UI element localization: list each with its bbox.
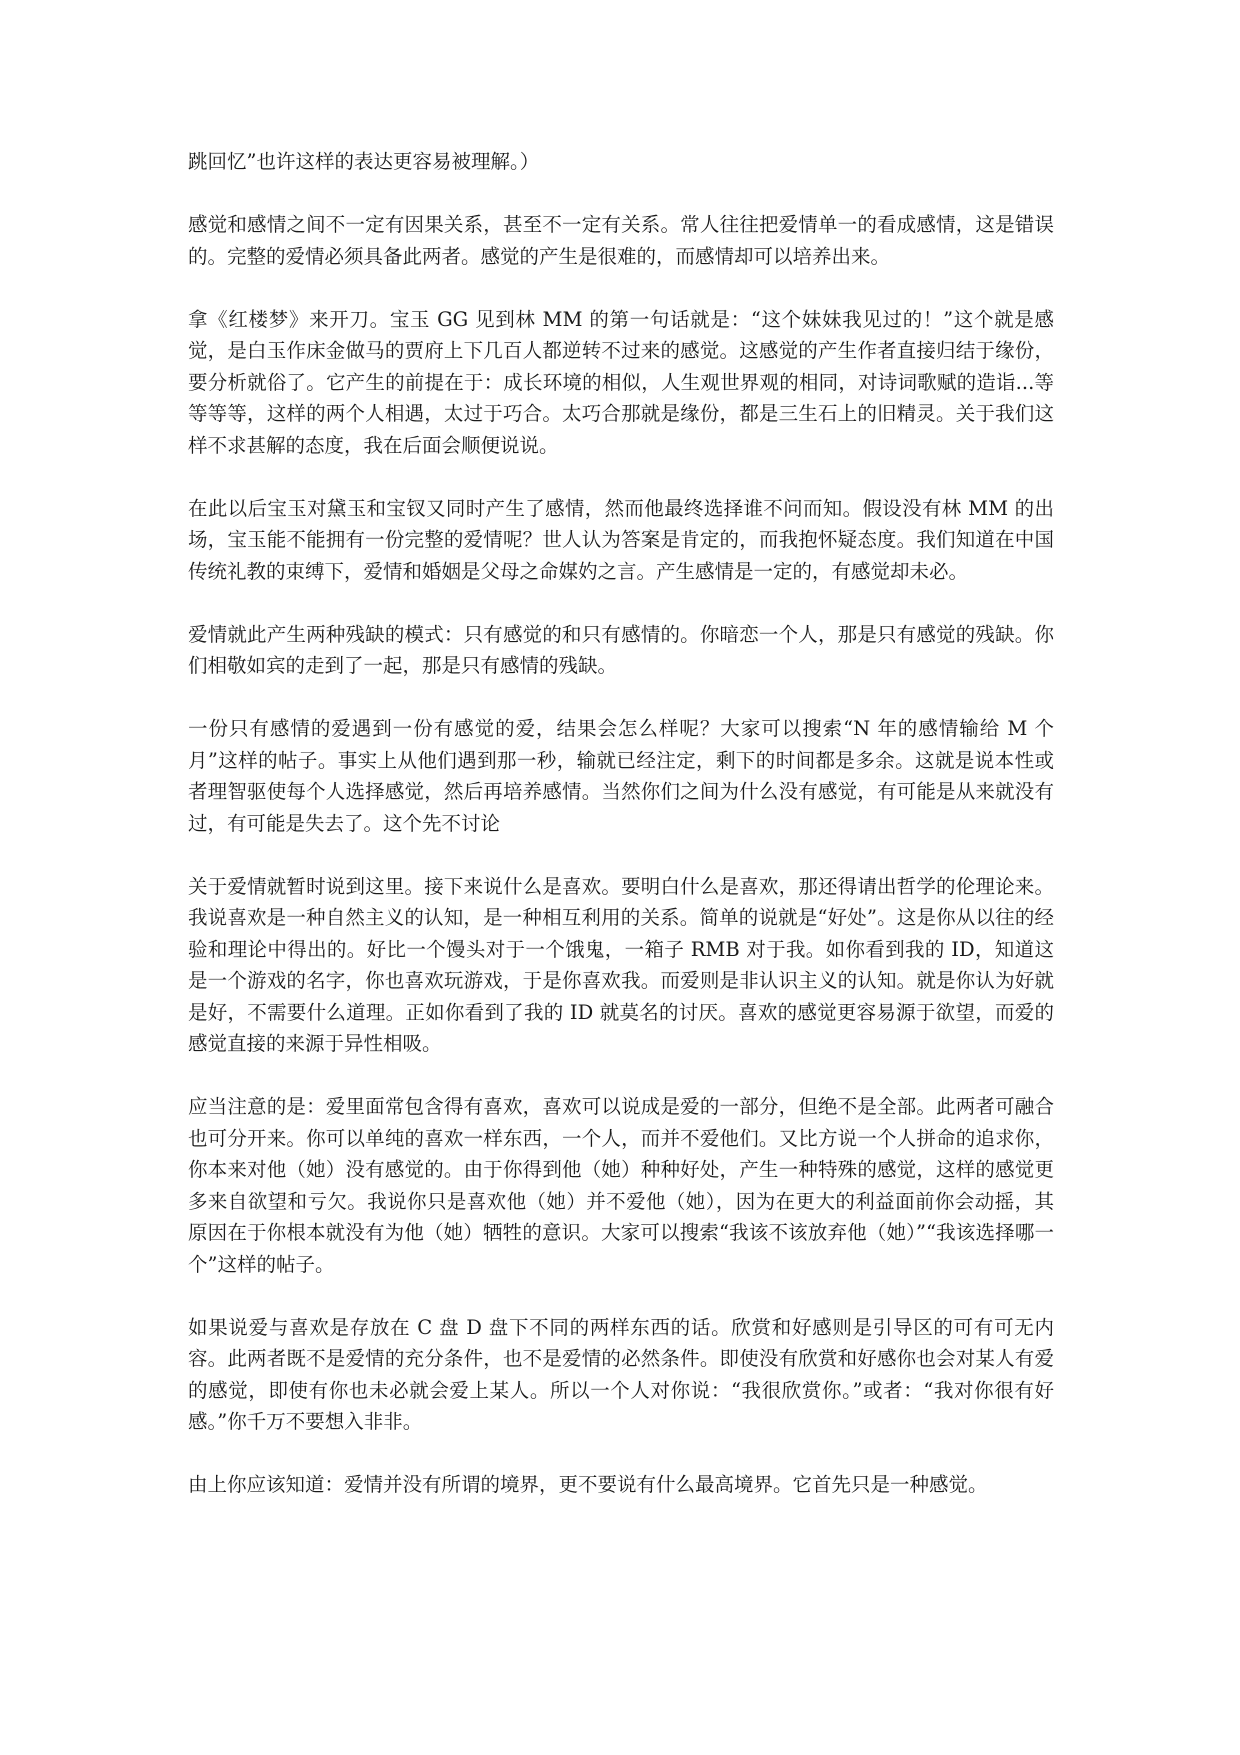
paragraph: 关于爱情就暂时说到这里。接下来说什么是喜欢。要明白什么是喜欢，那还得请出哲学的伦理论来。我说喜欢是一种自然主义的认知，是一种相互利用的关系。简单的说就是“好处”。这是你从以往的经验和理论中得出的。好比一个馒头对于一个饿鬼，一箱子 RMB 对于我。如你看到我的 ID，知道这是一个游戏的名字，你也喜欢玩游戏，于是你喜欢我。而爱则是非认识主义的认知。就是你认为好就是好，不需要什么道理。正如你看到了我的 ID 就莫名的讨厌。喜欢的感觉更容易源于欲望，而爱的感觉直接的来源于异性相吸。 — [188, 874, 1054, 1055]
paragraph: 一份只有感情的爱遇到一份有感觉的爱，结果会怎么样呢？大家可以搜索“N 年的感情输给 M 个月”这样的帖子。事实上从他们遇到那一秒，输就已经注定，剩下的时间都是多余。这就是说本性或者理智驱使每个人选择感觉，然后再培养感情。当然你们之间为什么没有感觉，有可能是从来就没有过，有可能是失去了。这个先不讨论 — [188, 717, 1054, 835]
paragraph: 应当注意的是：爱里面常包含得有喜欢，喜欢可以说成是爱的一部分，但绝不是全部。此两者可融合也可分开来。你可以单纯的喜欢一样东西，一个人，而并不爱他们。又比方说一个人拼命的追求你，你本来对他（她）没有感觉的。由于你得到他（她）种种好处，产生一种特殊的感觉，这样的感觉更多来自欲望和亏欠。我说你只是喜欢他（她）并不爱他（她），因为在更大的利益面前你会动摇，其原因在于你根本就没有为他（她）牺牲的意识。大家可以搜索“我该不该放弃他（她）”“我该选择哪一个”这样的帖子。 — [188, 1095, 1054, 1276]
paragraph: 拿《红楼梦》来开刀。宝玉 GG 见到林 MM 的第一句话就是：“这个妹妹我见过的！”这个就是感觉，是白玉作床金做马的贾府上下几百人都逆转不过来的感觉。这感觉的产生作者直接归结于缘份，要分析就俗了。它产生的前提在于：成长环境的相似，人生观世界观的相同，对诗词歌赋的造诣...等等等等，这样的两个人相遇，太过于巧合。太巧合那就是缘份，都是三生石上的旧精灵。关于我们这样不求甚解的态度，我在后面会顺便说说。 — [188, 307, 1054, 457]
paragraph: 在此以后宝玉对黛玉和宝钗又同时产生了感情，然而他最终选择谁不问而知。假设没有林 MM 的出场，宝玉能不能拥有一份完整的爱情呢？世人认为答案是肯定的，而我抱怀疑态度。我们知道在中国传统礼教的束缚下，爱情和婚姻是父母之命媒妁之言。产生感情是一定的，有感觉却未必。 — [188, 496, 1054, 583]
paragraph: 爱情就此产生两种残缺的模式：只有感觉的和只有感情的。你暗恋一个人，那是只有感觉的残缺。你们相敬如宾的走到了一起，那是只有感情的残缺。 — [188, 622, 1054, 677]
paragraph: 跳回忆”也许这样的表达更容易被理解。） — [188, 150, 540, 173]
document-body — [188, 146, 1054, 1501]
paragraph: 如果说爱与喜欢是存放在 C 盘 D 盘下不同的两样东西的话。欣赏和好感则是引导区的可有可无内容。此两者既不是爱情的充分条件，也不是爱情的必然条件。即使没有欣赏和好感你也会对某人有爱的感觉，即使有你也未必就会爱上某人。所以一个人对你说：“我很欣赏你。”或者：“我对你很有好感。”你千万不要想入非非。 — [188, 1315, 1054, 1433]
paragraph: 感觉和感情之间不一定有因果关系，甚至不一定有关系。常人往往把爱情单一的看成感情，这是错误的。完整的爱情必须具备此两者。感觉的产生是很难的，而感情却可以培养出来。 — [188, 213, 1054, 268]
paragraph: 由上你应该知道：爱情并没有所谓的境界，更不要说有什么最高境界。它首先只是一种感觉。 — [188, 1473, 988, 1496]
